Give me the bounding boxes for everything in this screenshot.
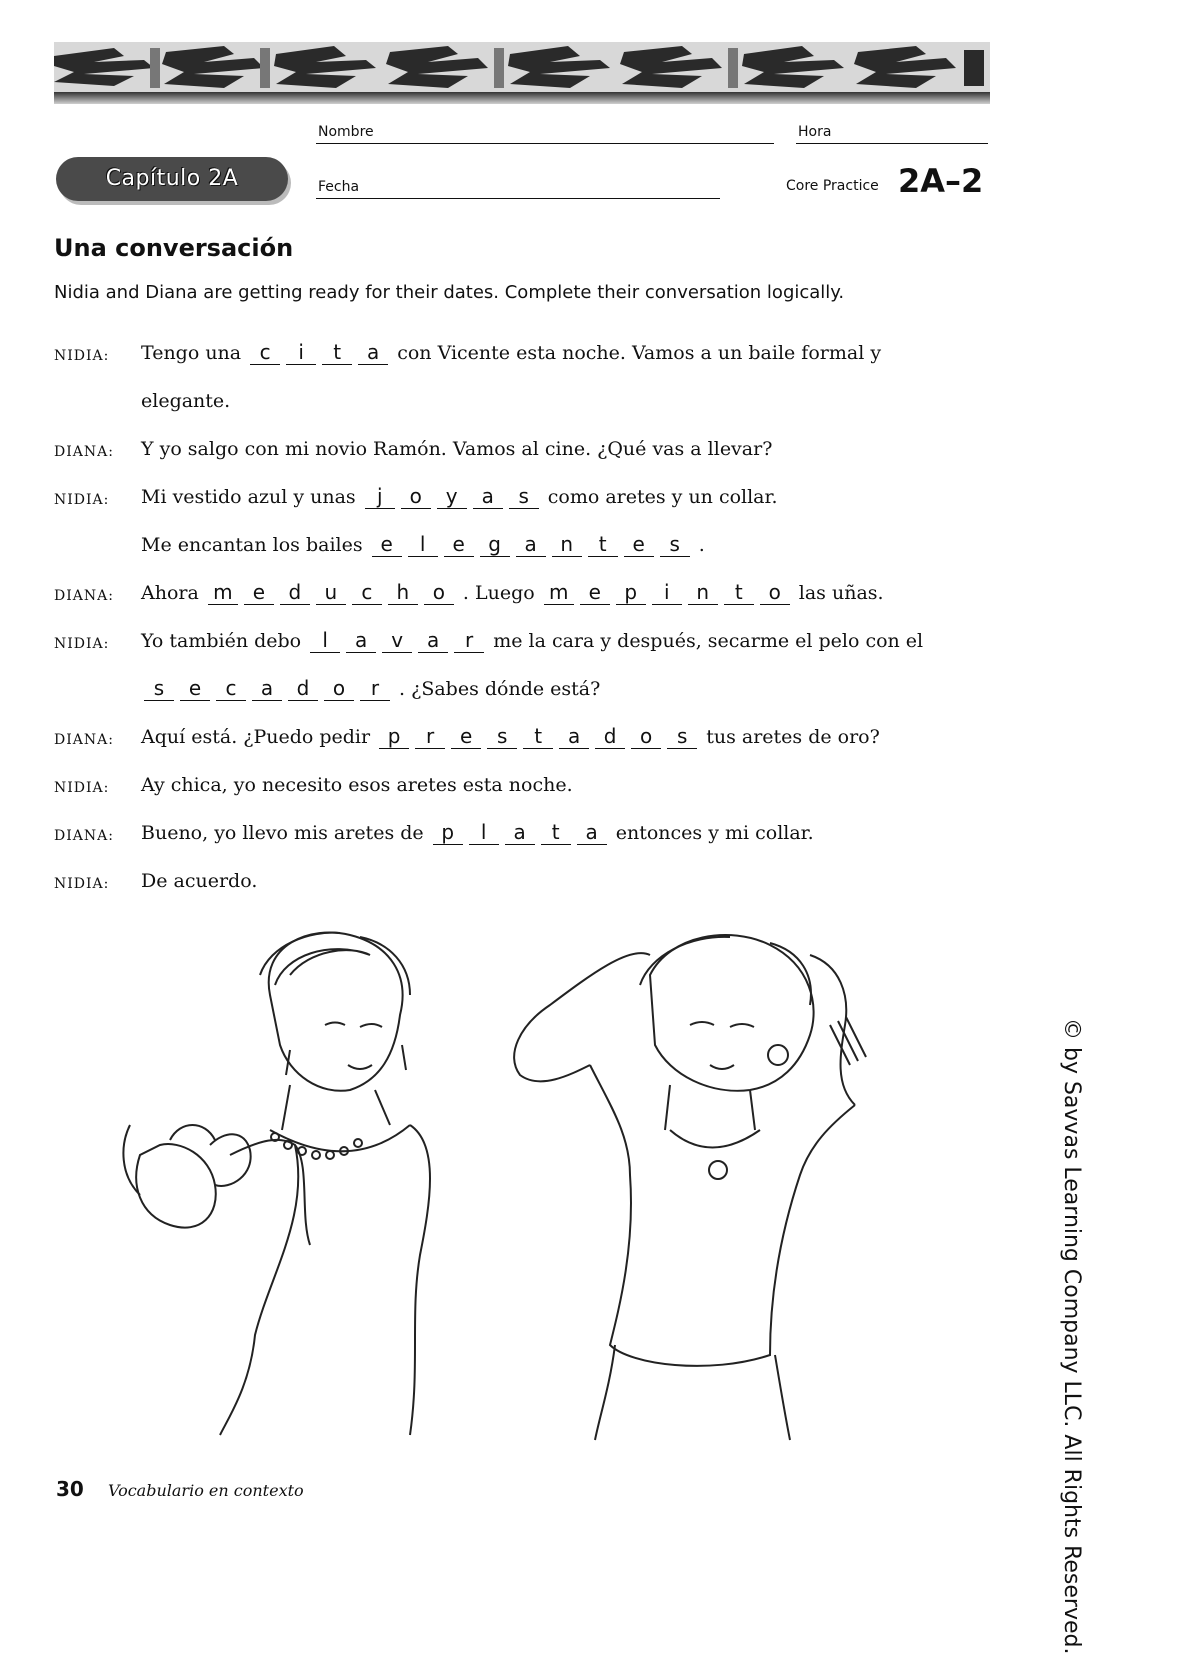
answer-letter-blank[interactable]: t (588, 532, 618, 557)
answer-letter-blank[interactable]: i (652, 580, 682, 605)
girl-left-drawing (123, 933, 430, 1436)
dialogue-segment: entonces y mi collar. (615, 822, 814, 844)
answer-letter-blank[interactable]: o (424, 580, 454, 605)
answer-letter-blank[interactable]: s (144, 676, 174, 701)
answer-letter-blank[interactable]: v (382, 628, 412, 653)
answer-letter-blank[interactable]: t (724, 580, 754, 605)
answer-letter-blank[interactable]: o (760, 580, 790, 605)
practice-number: 2A–2 (898, 162, 984, 200)
answer-blanks (430, 822, 616, 844)
banner-shadow (54, 92, 990, 104)
answer-letter-blank[interactable]: a (418, 628, 448, 653)
answer-letter-blank[interactable]: r (360, 676, 390, 701)
dialogue-text (141, 866, 257, 896)
answer-letter-blank[interactable]: e (580, 580, 610, 605)
answer-blanks (205, 582, 463, 604)
answer-letter-blank[interactable]: h (388, 580, 418, 605)
dialogue-text (141, 578, 884, 608)
answer-letter-blank[interactable]: o (401, 484, 431, 509)
dialogue-segment: como aretes y un collar. (547, 486, 778, 508)
dialogue-segment: . (698, 534, 705, 556)
page-number: 30 (56, 1477, 84, 1501)
girl-right-drawing (514, 935, 866, 1440)
answer-letter-blank[interactable]: t (523, 724, 553, 749)
answer-letter-blank[interactable]: g (480, 532, 510, 557)
footer-label: Vocabulario en contexto (108, 1481, 304, 1500)
nombre-label: Nombre (318, 124, 374, 140)
answer-letter-blank[interactable]: a (516, 532, 546, 557)
answer-letter-blank[interactable]: j (365, 484, 395, 509)
answer-letter-blank[interactable]: e (372, 532, 402, 557)
speaker-label: DIANA: (54, 732, 114, 748)
illustration-two-girls (110, 915, 950, 1445)
answer-letter-blank[interactable]: o (324, 676, 354, 701)
speaker-label: NIDIA: (54, 348, 110, 364)
answer-letter-blank[interactable]: s (660, 532, 690, 557)
answer-letter-blank[interactable]: e (624, 532, 654, 557)
dialogue-text (141, 434, 772, 464)
speaker-label: NIDIA: (54, 876, 110, 892)
answer-letter-blank[interactable]: s (487, 724, 517, 749)
dialogue-segment: Mi vestido azul y unas (141, 486, 356, 508)
answer-letter-blank[interactable]: t (322, 340, 352, 365)
speaker-label: NIDIA: (54, 636, 110, 652)
answer-letter-blank[interactable]: c (352, 580, 382, 605)
answer-letter-blank[interactable]: o (631, 724, 661, 749)
answer-letter-blank[interactable]: e (244, 580, 274, 605)
answer-letter-blank[interactable]: u (316, 580, 346, 605)
answer-letter-blank[interactable]: a (577, 820, 607, 845)
section-title: Una conversación (54, 234, 294, 262)
answer-letter-blank[interactable]: s (509, 484, 539, 509)
instructions: Nidia and Diana are getting ready for their dates. Complete their conversation logically. (54, 282, 845, 303)
speaker-label: NIDIA: (54, 492, 110, 508)
dialogue-text (141, 722, 880, 752)
speaker-label: DIANA: (54, 444, 114, 460)
dialogue-text (141, 338, 881, 368)
answer-letter-blank[interactable]: e (444, 532, 474, 557)
dialogue-segment: Aquí está. ¿Puedo pedir (141, 726, 371, 748)
answer-letter-blank[interactable]: m (208, 580, 238, 605)
nombre-field[interactable] (316, 143, 774, 144)
dialogue-text (141, 674, 600, 704)
dialogue-segment: Me encantan los bailes (141, 534, 363, 556)
answer-letter-blank[interactable]: e (451, 724, 481, 749)
answer-letter-blank[interactable]: c (250, 340, 280, 365)
copyright-notice: © by Savvas Learning Company LLC. All Rights Reserved. (1059, 1018, 1084, 1654)
dialogue-segment: tus aretes de oro? (706, 726, 880, 748)
speaker-label: NIDIA: (54, 780, 110, 796)
speaker-label: DIANA: (54, 588, 114, 604)
dialogue-segment: Bueno, yo llevo mis aretes de (141, 822, 424, 844)
answer-letter-blank[interactable]: t (541, 820, 571, 845)
hora-field[interactable] (796, 143, 988, 144)
answer-blanks (307, 630, 493, 652)
core-practice-label: Core Practice (786, 178, 879, 194)
answer-blanks (376, 726, 706, 748)
answer-letter-blank[interactable]: m (544, 580, 574, 605)
answer-letter-blank[interactable]: a (505, 820, 535, 845)
answer-blanks (541, 582, 799, 604)
answer-letter-blank[interactable]: d (288, 676, 318, 701)
dialogue-text (141, 626, 923, 656)
dialogue-text (141, 386, 230, 416)
dialogue-segment: De acuerdo. (141, 870, 258, 892)
answer-letter-blank[interactable]: p (379, 724, 409, 749)
chapter-label: Capítulo 2A (105, 166, 239, 191)
answer-letter-blank[interactable]: d (595, 724, 625, 749)
dialogue-segment: me la cara y después, secarme el pelo con el (493, 630, 924, 652)
hora-label: Hora (798, 124, 832, 140)
dialogue-segment: Ahora (141, 582, 199, 604)
speaker-label: DIANA: (54, 828, 114, 844)
answer-letter-blank[interactable]: y (437, 484, 467, 509)
fecha-label: Fecha (318, 179, 360, 195)
dialogue-segment: . Luego (462, 582, 535, 604)
dialogue-text (141, 482, 778, 512)
answer-letter-blank[interactable]: c (216, 676, 246, 701)
answer-letter-blank[interactable]: p (433, 820, 463, 845)
answer-letter-blank[interactable]: d (280, 580, 310, 605)
answer-blanks (247, 342, 397, 364)
answer-blanks (362, 486, 548, 508)
dialogue-text (141, 530, 705, 560)
answer-letter-blank[interactable]: n (688, 580, 718, 605)
answer-letter-blank[interactable]: a (252, 676, 282, 701)
answer-letter-blank[interactable]: s (667, 724, 697, 749)
dialogue-segment: Yo también debo (141, 630, 302, 652)
dialogue-segment: Y yo salgo con mi novio Ramón. Vamos al cine. ¿Qué vas a llevar? (141, 438, 773, 460)
answer-letter-blank[interactable]: r (454, 628, 484, 653)
answer-letter-blank[interactable]: a (346, 628, 376, 653)
answer-letter-blank[interactable]: a (473, 484, 503, 509)
dialogue-segment: Tengo una (141, 342, 242, 364)
answer-letter-blank[interactable]: p (616, 580, 646, 605)
decorative-banner (54, 42, 990, 94)
answer-letter-blank[interactable]: r (415, 724, 445, 749)
dialogue-segment: Ay chica, yo necesito esos aretes esta noche. (141, 774, 573, 796)
answer-letter-blank[interactable]: n (552, 532, 582, 557)
dialogue-text (141, 818, 814, 848)
dialogue-segment: elegante. (141, 390, 231, 412)
answer-blanks (141, 678, 399, 700)
answer-letter-blank[interactable]: l (469, 820, 499, 845)
answer-letter-blank[interactable]: i (286, 340, 316, 365)
answer-letter-blank[interactable]: l (310, 628, 340, 653)
fecha-field[interactable] (316, 198, 720, 199)
answer-blanks (369, 534, 699, 556)
answer-letter-blank[interactable]: e (180, 676, 210, 701)
answer-letter-blank[interactable]: l (408, 532, 438, 557)
answer-letter-blank[interactable]: a (358, 340, 388, 365)
answer-letter-blank[interactable]: a (559, 724, 589, 749)
dialogue-segment: las uñas. (798, 582, 884, 604)
dialogue-segment: . ¿Sabes dónde está? (399, 678, 601, 700)
dialogue-text (141, 770, 573, 800)
dialogue-segment: con Vicente esta noche. Vamos a un baile formal y (397, 342, 882, 364)
